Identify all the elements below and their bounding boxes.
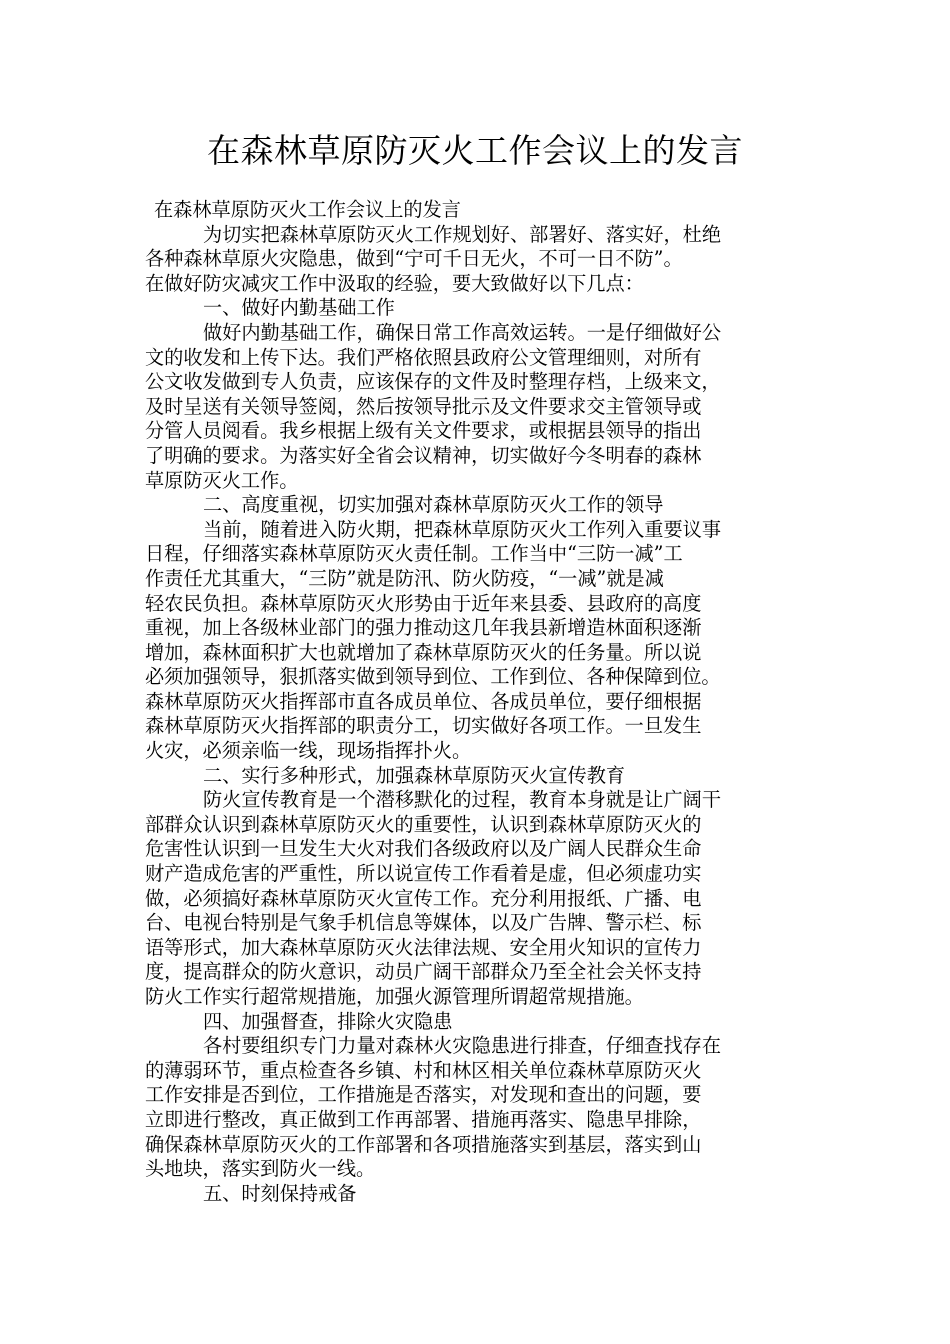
paragraph-line: 日程，仔细落实森林草原防灭火责任制。工作当中“三防一减”工 bbox=[145, 542, 683, 566]
paragraph-line: 防火工作实行超常规措施，加强火源管理所谓超常规措施。 bbox=[145, 985, 644, 1008]
paragraph-line: 部群众认识到森林草原防灭火的重要性，认识到森林草原防灭火的 bbox=[145, 812, 702, 836]
paragraph-line: 分管人员阅看。我乡根据上级有关文件要求，或根据县领导的指出 bbox=[145, 419, 702, 443]
paragraph-line: 重视，加上各级林业部门的强力推动这几年我县新增造林面积逐渐 bbox=[145, 616, 702, 640]
paragraph-line: 工作安排是否到位，工作措施是否落实，对发现和查出的问题，要 bbox=[145, 1083, 702, 1107]
paragraph-line: 公文收发做到专人负责，应该保存的文件及时整理存档，上级来文， bbox=[145, 370, 721, 394]
paragraph-line: 了明确的要求。为落实好全省会议精神，切实做好今冬明春的森林 bbox=[145, 443, 702, 467]
paragraph-line: 轻农民负担。森林草原防灭火形势由于近年来县委、县政府的高度 bbox=[145, 591, 702, 615]
document-title: 在森林草原防灭火工作会议上的发言 bbox=[207, 131, 743, 170]
paragraph-line: 草原防灭火工作。 bbox=[145, 468, 299, 492]
section-heading: 一、做好内勤基础工作 bbox=[203, 296, 395, 320]
paragraph-line: 度，提高群众的防火意识，动员广阔干部群众乃至全社会关怀支持 bbox=[145, 960, 702, 984]
paragraph-line: 头地块，落实到防火一线。 bbox=[145, 1157, 376, 1181]
paragraph-line: 作责任尤其重大，“三防”就是防汛、防火防疫，“一减”就是减 bbox=[145, 566, 664, 590]
paragraph-line: 台、电视台特别是气象手机信息等媒体，以及广告牌、警示栏、标 bbox=[145, 911, 702, 935]
paragraph-line: 当前，随着进入防火期，把森林草原防灭火工作列入重要议事 bbox=[203, 517, 722, 541]
paragraph-line: 及时呈送有关领导签阅，然后按领导批示及文件要求交主管领导或 bbox=[145, 394, 702, 418]
paragraph-line: 的薄弱环节，重点检查各乡镇、村和林区相关单位森林草原防灭火 bbox=[145, 1058, 702, 1082]
paragraph-line: 确保森林草原防灭火的工作部署和各项措施落实到基层，落实到山 bbox=[145, 1132, 702, 1156]
paragraph-line: 防火宣传教育是一个潜移默化的过程，教育本身就是让广阔干 bbox=[203, 788, 722, 812]
paragraph-line: 语等形式，加大森林草原防灭火法律法规、安全用火知识的宣传力 bbox=[145, 935, 702, 959]
section-heading: 四、加强督查，排除火灾隐患 bbox=[203, 1009, 453, 1033]
section-heading: 五、时刻保持戒备 bbox=[203, 1181, 357, 1205]
subtitle-line: 在森林草原防灭火工作会议上的发言 bbox=[154, 198, 461, 221]
paragraph-line: 各种森林草原火灾隐患，做到“宁可千日无火，不可一日不防”。 bbox=[145, 247, 683, 271]
paragraph-line: 立即进行整改，真正做到工作再部署、措施再落实、隐患早排除， bbox=[145, 1107, 702, 1131]
paragraph-line: 增加，森林面积扩大也就增加了森林草原防灭火的任务量。所以说 bbox=[145, 640, 702, 664]
paragraph-line: 森林草原防灭火指挥部市直各成员单位、各成员单位，要仔细根据 bbox=[145, 689, 702, 713]
paragraph-line: 财产造成危害的严重性，所以说宣传工作看着是虚，但必须虚功实 bbox=[145, 862, 702, 886]
section-heading: 二、高度重视，切实加强对森林草原防灭火工作的领导 bbox=[203, 493, 664, 517]
paragraph-line: 必须加强领导，狠抓落实做到领导到位、工作到位、各种保障到位。 bbox=[145, 665, 721, 689]
paragraph-line: 森林草原防灭火指挥部的职责分工，切实做好各项工作。一旦发生 bbox=[145, 714, 702, 738]
document-body bbox=[145, 198, 810, 1206]
paragraph-line: 做好内勤基础工作，确保日常工作高效运转。一是仔细做好公 bbox=[203, 320, 722, 344]
paragraph-line: 为切实把森林草原防灭火工作规划好、部署好、落实好，杜绝 bbox=[203, 222, 722, 246]
paragraph-line: 各村要组织专门力量对森林火灾隐患进行排查，仔细查找存在 bbox=[203, 1034, 722, 1058]
section-heading: 二、实行多种形式，加强森林草原防灭火宣传教育 bbox=[203, 763, 626, 787]
paragraph-line: 文的收发和上传下达。我们严格依照县政府公文管理细则，对所有 bbox=[145, 345, 702, 369]
paragraph-line: 火灾，必须亲临一线，现场指挥扑火。 bbox=[145, 739, 472, 763]
paragraph-line: 危害性认识到一旦发生大火对我们各级政府以及广阔人民群众生命 bbox=[145, 837, 702, 861]
paragraph-line: 在做好防灾减灾工作中汲取的经验，要大致做好以下几点： bbox=[145, 271, 644, 295]
paragraph-line: 做，必须搞好森林草原防灭火宣传工作。充分利用报纸、广播、电 bbox=[145, 886, 702, 910]
